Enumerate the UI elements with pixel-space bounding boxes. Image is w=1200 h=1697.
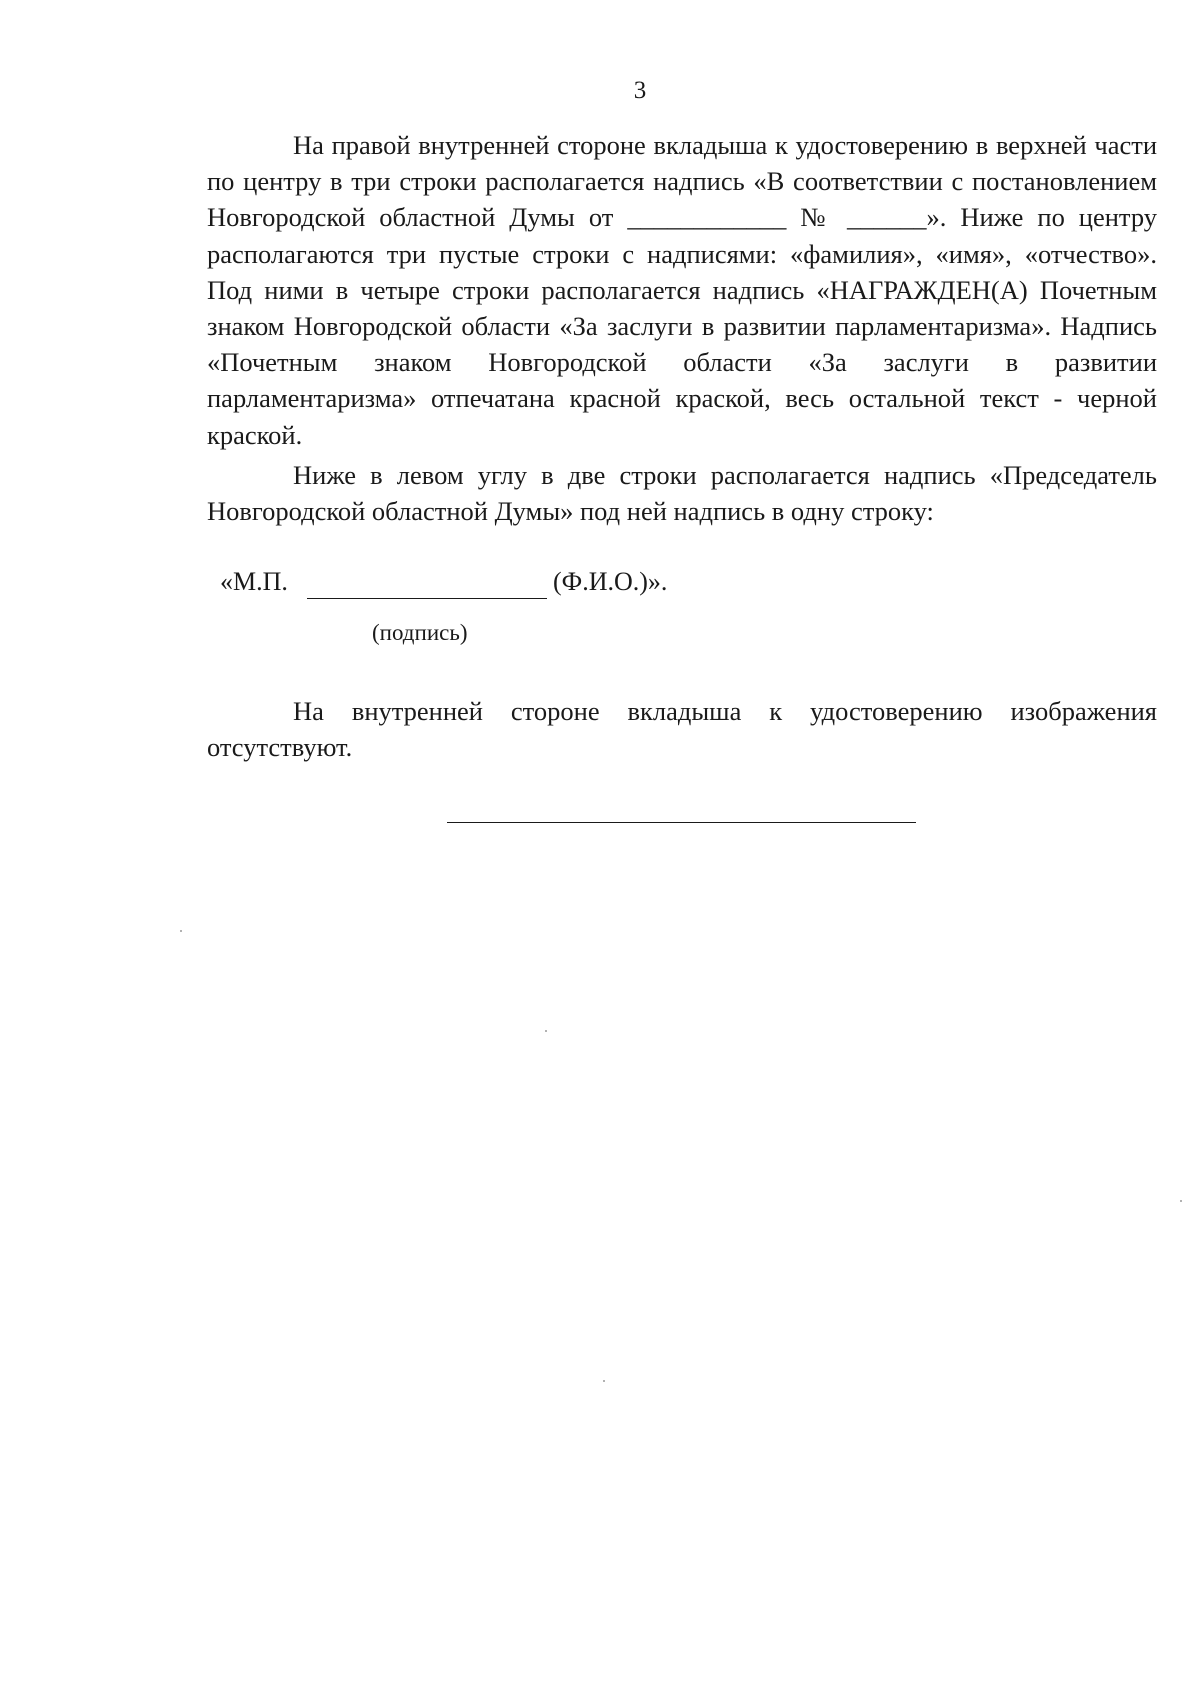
paragraph-insert-description: На правой внутренней стороне вкладыша к удостоверению в верхней части по центру в три строки располагается надпись «В соответствии с постановлением Новгородской областной Думы от ____________ № ______». Ниже по центру располагаются три пустые строки с надписями: «фамилия», «имя», «отчество». Под ними в четыре строки располагается надпись «НАГРАЖДЕН(А) Почетным знаком Новгородской области «За заслуги в развитии парламентаризма». Надпись «Почетным знаком Новгородской области «За заслуги в развитии парламентаризма» отпечатана красной краской, весь остальной текст - черной краской. bbox=[207, 130, 1157, 450]
signature-caption: (подпись) bbox=[372, 620, 468, 645]
scan-speck bbox=[180, 930, 182, 932]
signature-block bbox=[220, 564, 820, 604]
scan-speck bbox=[545, 1030, 547, 1032]
page-number: 3 bbox=[633, 77, 647, 104]
scan-speck bbox=[603, 1380, 605, 1382]
end-of-document-rule bbox=[447, 822, 916, 823]
paragraph-chairman-inscription: Ниже в левом углу в две строки располагается надпись «Председатель Новгородской областной Думы» под ней надпись в одну строку: bbox=[207, 460, 1157, 527]
seal-placeholder-label: «М.П. bbox=[220, 567, 288, 596]
paragraph-no-images: На внутренней стороне вкладыша к удостоверению изображения отсутствуют. bbox=[207, 696, 1157, 763]
full-name-placeholder-label: (Ф.И.О.)». bbox=[553, 567, 668, 596]
scan-speck bbox=[1180, 1200, 1182, 1202]
signature-line bbox=[307, 598, 547, 599]
